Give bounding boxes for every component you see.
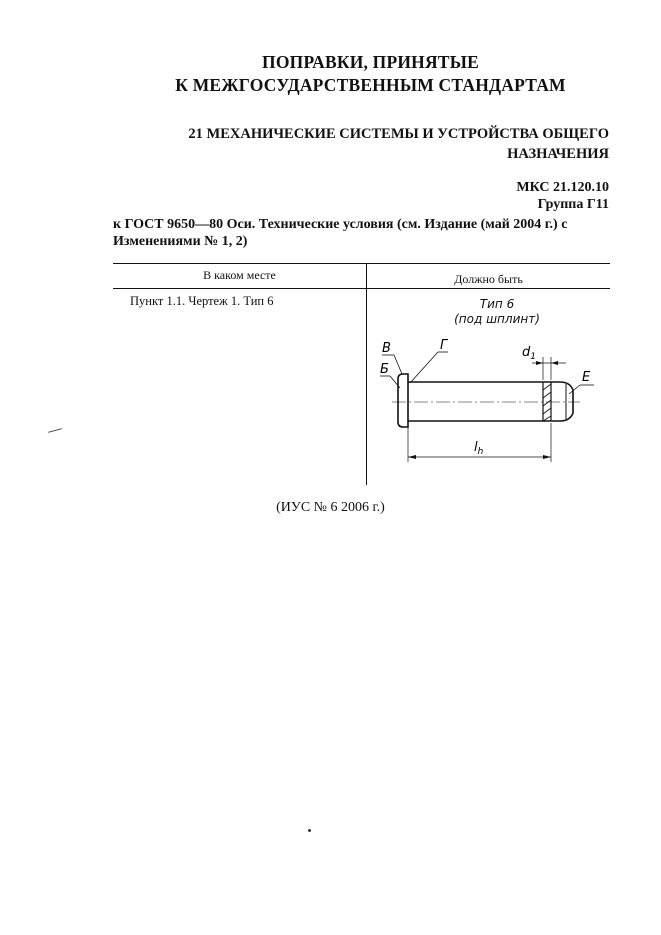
axle-head xyxy=(398,374,408,427)
leader-v xyxy=(394,355,402,374)
scan-mark xyxy=(48,428,62,433)
label-d1-subscript: 1 xyxy=(530,352,536,362)
label-e: Е xyxy=(582,370,591,385)
axle-shaft xyxy=(408,382,573,421)
table-column-divider xyxy=(366,263,367,485)
standard-reference-line2: Изменениями № 1, 2) xyxy=(113,234,248,249)
axle-drawing xyxy=(370,330,610,480)
group-code: Группа Г11 xyxy=(537,197,609,212)
scan-speck xyxy=(308,829,311,832)
table-top-rule xyxy=(113,263,610,264)
table-cell-place: Пункт 1.1. Чертеж 1. Тип 6 xyxy=(130,294,274,308)
pin-hole-hatching xyxy=(543,384,551,421)
label-b: Б xyxy=(380,362,389,377)
source-footnote: (ИУС № 6 2006 г.) xyxy=(276,500,385,515)
label-lh-subscript: h xyxy=(477,447,484,457)
label-d1 xyxy=(522,345,536,362)
table-cell-type-label: Тип 6 xyxy=(479,297,515,311)
document-title-line2: К МЕЖГОСУДАРСТВЕННЫМ СТАНДАРТАМ xyxy=(175,75,566,95)
label-d1-main: d xyxy=(522,345,531,360)
document-title-line1: ПОПРАВКИ, ПРИНЯТЫЕ xyxy=(262,52,479,72)
table-header-rule xyxy=(113,288,610,289)
section-heading-line1: 21 МЕХАНИЧЕСКИЕ СИСТЕМЫ И УСТРОЙСТВА ОБЩЕГО xyxy=(188,126,609,142)
label-g: Г xyxy=(440,338,448,353)
label-lh xyxy=(474,440,484,457)
table-cell-type-note: (под шплинт) xyxy=(454,312,540,326)
column-header-place: В каком месте xyxy=(203,268,276,282)
standard-reference-line1: к ГОСТ 9650—80 Оси. Технические условия (см. Издание (май 2004 г.) с xyxy=(113,217,568,232)
section-heading-line2: НАЗНАЧЕНИЯ xyxy=(507,146,609,162)
label-v: В xyxy=(382,341,391,356)
label-lh-main: l xyxy=(474,440,478,455)
leader-g xyxy=(410,352,438,383)
mks-code: МКС 21.120.10 xyxy=(516,180,609,195)
column-header-should-be: Должно быть xyxy=(454,272,523,286)
